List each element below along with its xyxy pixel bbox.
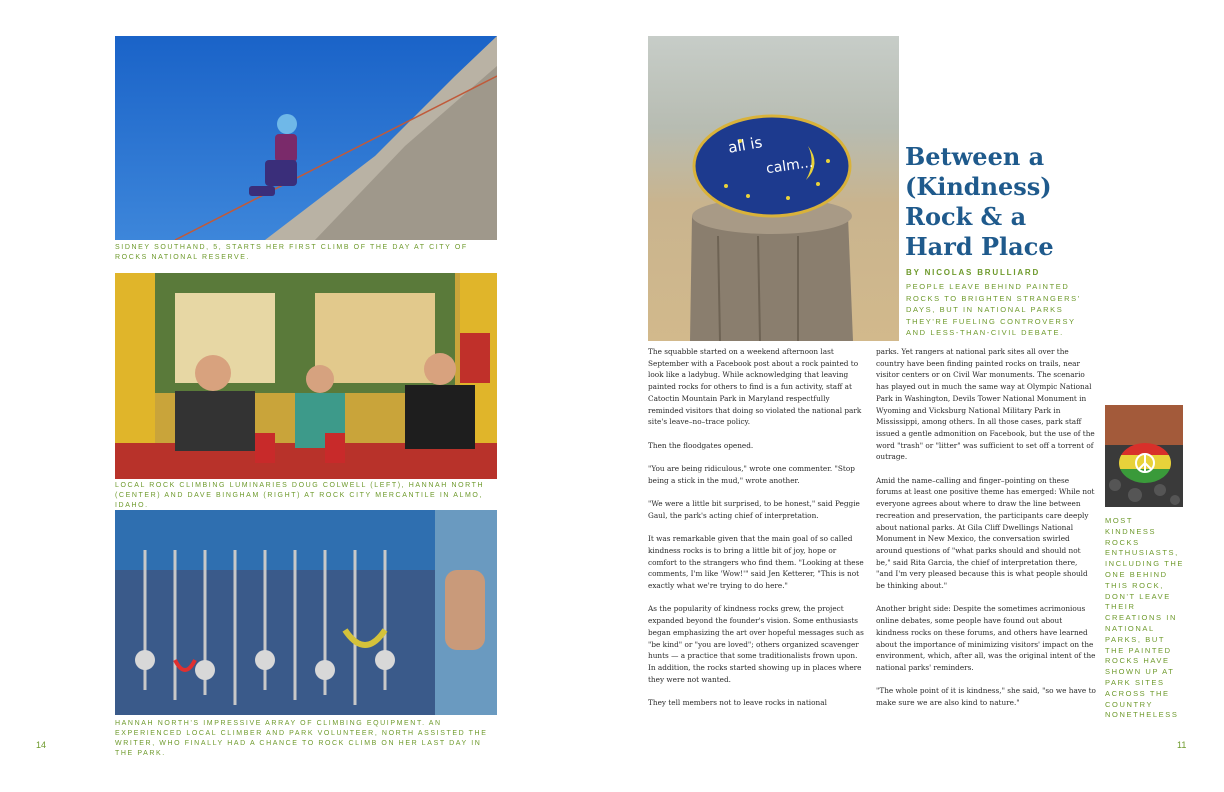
page-number-left: 14 bbox=[36, 740, 47, 750]
gear-photo bbox=[115, 510, 497, 715]
hero-rock-photo bbox=[648, 36, 899, 341]
climber-photo bbox=[115, 36, 497, 240]
gear-caption: HANNAH NORTH'S IMPRESSIVE ARRAY OF CLIMBING EQUIPMENT. AN EXPERIENCED LOCAL CLIMBER AND PARK VOLUNTEER, NORTH ASSISTED THE WRITER, WHO FINALLY HAD A CHANCE TO ROCK CLIMB ON HER LAST DAY IN THE PARK. bbox=[115, 720, 488, 757]
paragraph: "The whole point of it is kindness," she said, "so we have to make sure we are also kind to nature." bbox=[876, 686, 1096, 708]
diner-caption: LOCAL ROCK CLIMBING LUMINARIES DOUG COLWELL (LEFT), HANNAH NORTH (CENTER) AND DAVE BINGHAM (RIGHT) AT ROCK CITY MERCANTILE IN ALMO, IDAHO. bbox=[115, 482, 485, 509]
page-number-right: 11 bbox=[1177, 740, 1187, 750]
title-line: (Kindness) bbox=[905, 172, 1052, 201]
paragraph: Another bright side: Despite the sometimes acrimonious online debates, some people have found out about kindness rocks on these forums, and others have learned about the importance of minimizing visitors' impact on the environment, which, after all, was the original intent of the national parks' reminders. bbox=[876, 604, 1096, 672]
body-column-1 bbox=[648, 346, 866, 720]
rock-text-line1: all is bbox=[726, 133, 764, 157]
paragraph: "We were a little bit surprised, to be honest," said Peggie Gaul, the park's acting chief of interpretation. bbox=[648, 499, 860, 520]
paragraph: It was remarkable given that the main goal of so called kindness rocks is to bring a little bit of joy, hope or comfort to the strangers who find them. "Looking at these comments, I'm like 'Wow!'" said Jen Ketterer, "This is not exactly what we're trying to do here." bbox=[648, 534, 864, 590]
paragraph: parks. Yet rangers at national park sites all over the country have been finding painted rocks on trails, near visitor centers or on Civil War monuments. The scenario has played out in much the same way at Olympic National Park in Washington, Devils Tower National Monument in Wyoming and Vicksburg National Military Park in Mississippi, among others. In all those cases, park staff issued a gentle admonition on Facebook, but the use of the word "trash" or "litter" was sufficient to set off a torrent of outrage. bbox=[876, 347, 1095, 462]
article-title bbox=[905, 142, 1105, 262]
side-photo-caption: MOST KINDNESS ROCKS ENTHUSIASTS, INCLUDING THE ONE BEHIND THIS ROCK, DON'T LEAVE THEIR CREATIONS IN NATIONAL PARKS, BUT THE PAINTED ROCKS HAVE SHOWN UP AT PARK SITES ACROSS THE COUNTRY NONETHELESS bbox=[1105, 516, 1185, 720]
title-line: Between a bbox=[905, 142, 1045, 171]
paragraph: Then the floodgates opened. bbox=[648, 440, 754, 450]
paragraph: Amid the name–calling and finger–pointing on these forums at least one positive theme has emerged: While not everyone agrees about where to draw the line between recreation and preservation, the participants care deeply about national parks. At Gila Cliff Dwellings National Monument in New Mexico, the conversation swirled around questions of "what parks should and should not be," said Rita Garcia, the chief of interpretation there, "and I'm very pleased because this is what people should be thinking about." bbox=[876, 475, 1095, 591]
article-dek: PEOPLE LEAVE BEHIND PAINTED ROCKS TO BRIGHTEN STRANGERS' DAYS, BUT IN NATIONAL PARKS THEY'RE FUELING CONTROVERSY AND LESS-THAN-CIVIL DEBATE. bbox=[906, 282, 1081, 337]
paragraph: As the popularity of kindness rocks grew, the project expanded beyond the founder's vision. Some enthusiasts began emphasizing the art over hopeful messages such as "be kind" or "you are loved"; others organized scavenger hunts — a practice that some traditionalists frown upon. In addition, the rocks started showing up in places where they were not wanted. bbox=[648, 604, 864, 684]
climber-caption: SIDNEY SOUTHAND, 5, STARTS HER FIRST CLIMB OF THE DAY AT CITY OF ROCKS NATIONAL RESERVE. bbox=[115, 244, 468, 261]
paragraph: "You are being ridiculous," wrote one commenter. "Stop being a stick in the mud," wrote another. bbox=[648, 464, 855, 485]
title-line: Rock & a bbox=[905, 202, 1027, 231]
byline: BY NICOLAS BRULLIARD bbox=[906, 268, 1041, 277]
body-column-2 bbox=[876, 346, 1096, 720]
diner-photo bbox=[115, 273, 497, 479]
peace-rock-photo bbox=[1105, 405, 1183, 507]
paragraph: The squabble started on a weekend afternoon last September with a Facebook post about a rock painted to look like a ladybug. While acknowledging that leaving painted rocks for others to find is a fun activity, staff at Catoctin Mountain Park in Maryland respectfully reminded visitors that doing so violated the national park site's leave–no–trace policy. bbox=[648, 347, 862, 427]
title-line: Hard Place bbox=[905, 232, 1054, 261]
paragraph: They tell members not to leave rocks in national bbox=[648, 698, 827, 707]
rock-text-line2: calm... bbox=[765, 154, 815, 178]
